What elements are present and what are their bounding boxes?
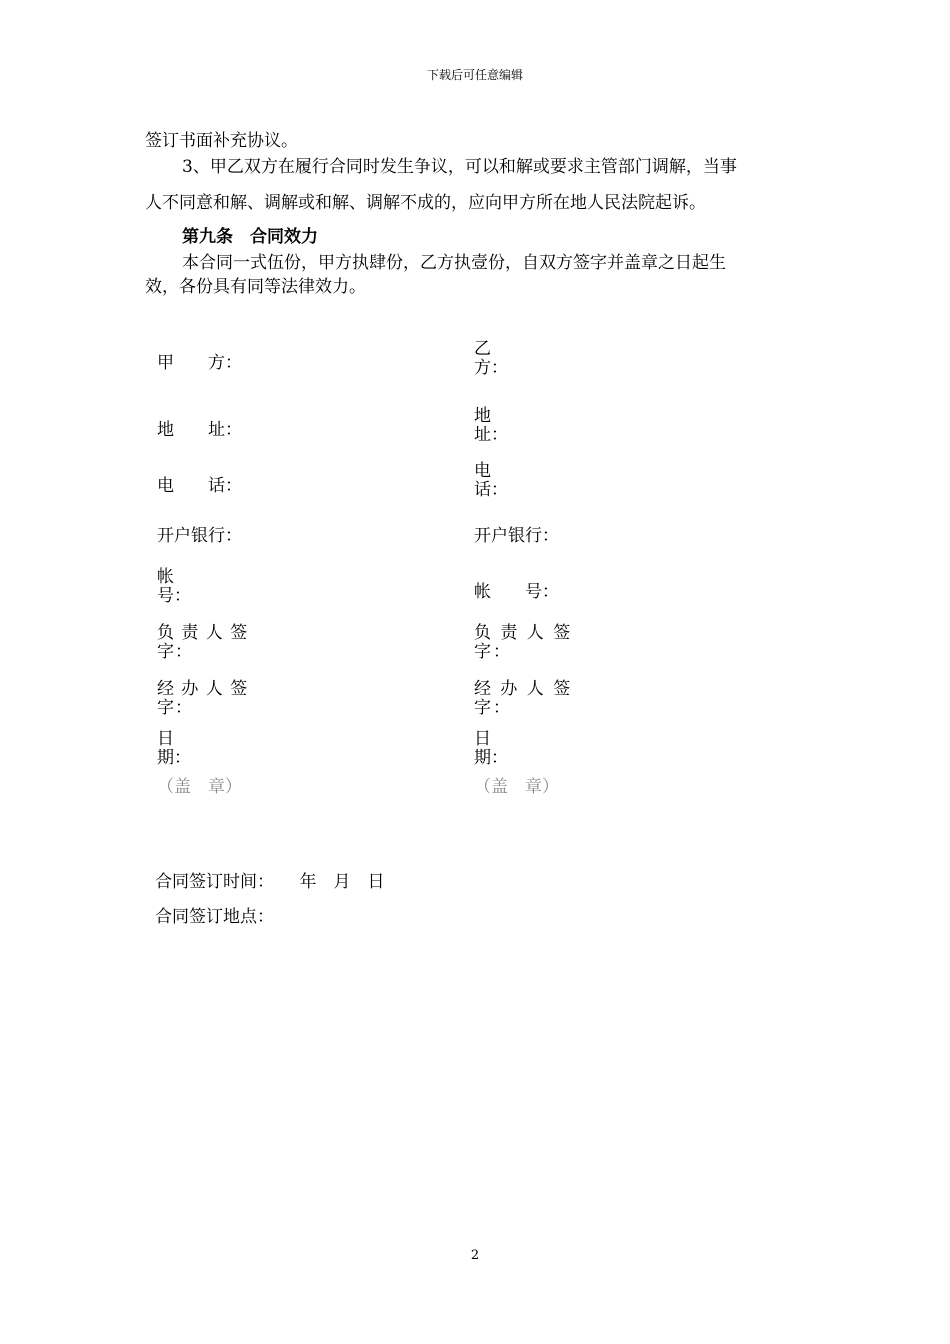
party-b-principal-label: 负 责 人 签字： <box>474 623 573 662</box>
signing-time-label: 合同签订时间： 年 月 日 <box>155 872 385 892</box>
article-9-heading: 第九条 合同效力 <box>182 227 318 247</box>
party-b-seal: （盖 章） <box>474 777 559 797</box>
party-b-name-label: 乙方： <box>474 339 508 378</box>
party-a-address-label: 地 址： <box>157 420 242 440</box>
party-a-bank-label: 开户银行： <box>157 526 242 546</box>
party-a-account-label: 帐号： <box>157 567 191 606</box>
party-b-account-label: 帐 号： <box>474 582 559 602</box>
party-a-phone-label: 电 话： <box>157 476 242 496</box>
page-header: 下载后可任意编辑 <box>426 68 523 82</box>
party-a-principal-label: 负 责 人 签字： <box>157 623 249 662</box>
party-b-bank-label: 开户银行： <box>474 526 559 546</box>
paragraph-supplement: 签订书面补充协议。 <box>145 131 298 151</box>
page-number: 2 <box>470 1248 480 1263</box>
paragraph-dispute-line2: 人不同意和解、调解或和解、调解不成的，应向甲方所在地人民法院起诉。 <box>145 193 706 213</box>
party-a-name-label: 甲 方： <box>157 353 242 373</box>
paragraph-dispute-line1: 3、甲乙双方在履行合同时发生争议，可以和解或要求主管部门调解，当事 <box>182 157 737 177</box>
paragraph-validity-line2: 效，各份具有同等法律效力。 <box>145 277 366 297</box>
party-b-agent-label: 经 办 人 签字： <box>474 679 573 718</box>
party-a-date-label: 日期： <box>157 729 191 768</box>
party-b-date-label: 日期： <box>474 729 508 768</box>
paragraph-validity-line1: 本合同一式伍份，甲方执肆份，乙方执壹份，自双方签字并盖章之日起生 <box>182 253 726 273</box>
signing-place-label: 合同签订地点： <box>155 907 274 927</box>
party-b-phone-label: 电话： <box>474 461 508 500</box>
party-b-address-label: 地址： <box>474 406 508 445</box>
party-a-agent-label: 经 办 人 签字： <box>157 679 249 718</box>
party-a-seal: （盖 章） <box>157 777 242 797</box>
